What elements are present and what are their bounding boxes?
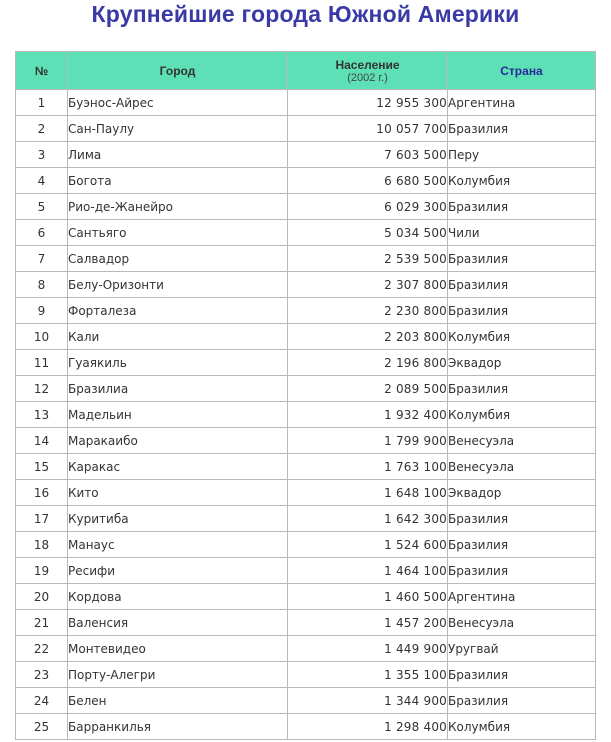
row-number: 2 <box>16 116 68 142</box>
table-row <box>16 246 596 272</box>
row-city: Куритиба <box>68 506 288 532</box>
row-population: 1 449 900 <box>288 636 448 662</box>
row-city: Белен <box>68 688 288 714</box>
table-row <box>16 90 596 116</box>
table-row <box>16 350 596 376</box>
row-city: Богота <box>68 168 288 194</box>
table-row <box>16 636 596 662</box>
row-country: Бразилия <box>448 506 596 532</box>
row-city: Форталеза <box>68 298 288 324</box>
row-country: Бразилия <box>448 662 596 688</box>
population-header-year: (2002 г.) <box>347 71 388 84</box>
row-city: Рио-де-Жанейро <box>68 194 288 220</box>
row-number: 5 <box>16 194 68 220</box>
row-city: Каракас <box>68 454 288 480</box>
row-country: Бразилия <box>448 194 596 220</box>
table-row <box>16 480 596 506</box>
row-country: Бразилия <box>448 272 596 298</box>
row-number: 21 <box>16 610 68 636</box>
row-population: 1 355 100 <box>288 662 448 688</box>
table-row <box>16 532 596 558</box>
row-population: 1 763 100 <box>288 454 448 480</box>
row-country: Эквадор <box>448 350 596 376</box>
cities-table <box>15 51 596 740</box>
row-number: 16 <box>16 480 68 506</box>
row-city: Ресифи <box>68 558 288 584</box>
row-country: Бразилия <box>448 298 596 324</box>
row-city: Валенсия <box>68 610 288 636</box>
row-city: Салвадор <box>68 246 288 272</box>
column-header-country: Страна <box>448 52 596 90</box>
column-header-city: Город <box>68 52 288 90</box>
row-country: Венесуэла <box>448 610 596 636</box>
row-population: 1 648 100 <box>288 480 448 506</box>
row-country: Чили <box>448 220 596 246</box>
row-population: 2 089 500 <box>288 376 448 402</box>
row-population: 1 642 300 <box>288 506 448 532</box>
row-number: 13 <box>16 402 68 428</box>
row-number: 19 <box>16 558 68 584</box>
row-population: 6 029 300 <box>288 194 448 220</box>
column-header-population <box>288 52 448 90</box>
row-city: Гуаякиль <box>68 350 288 376</box>
row-population: 1 932 400 <box>288 402 448 428</box>
row-number: 6 <box>16 220 68 246</box>
row-country: Бразилия <box>448 558 596 584</box>
row-city: Кордова <box>68 584 288 610</box>
row-number: 1 <box>16 90 68 116</box>
row-city: Сантьяго <box>68 220 288 246</box>
table-row <box>16 506 596 532</box>
row-population: 12 955 300 <box>288 90 448 116</box>
row-city: Маракаибо <box>68 428 288 454</box>
row-population: 2 307 800 <box>288 272 448 298</box>
table-row <box>16 428 596 454</box>
row-number: 22 <box>16 636 68 662</box>
row-country: Бразилия <box>448 116 596 142</box>
table-row <box>16 142 596 168</box>
page-title: Крупнейшие города Южной Америки <box>91 1 520 27</box>
table-row <box>16 324 596 350</box>
row-population: 2 230 800 <box>288 298 448 324</box>
table-row <box>16 454 596 480</box>
row-population: 6 680 500 <box>288 168 448 194</box>
row-country: Перу <box>448 142 596 168</box>
row-population: 1 799 900 <box>288 428 448 454</box>
row-city: Порту-Алегри <box>68 662 288 688</box>
row-city: Лима <box>68 142 288 168</box>
row-population: 7 603 500 <box>288 142 448 168</box>
row-population: 5 034 500 <box>288 220 448 246</box>
row-city: Бразилиа <box>68 376 288 402</box>
row-population: 1 457 200 <box>288 610 448 636</box>
row-country: Бразилия <box>448 688 596 714</box>
row-city: Кито <box>68 480 288 506</box>
row-country: Аргентина <box>448 90 596 116</box>
row-number: 25 <box>16 714 68 740</box>
table-row <box>16 610 596 636</box>
row-city: Буэнос-Айрес <box>68 90 288 116</box>
table-row <box>16 272 596 298</box>
row-number: 7 <box>16 246 68 272</box>
table-row <box>16 194 596 220</box>
row-population: 1 298 400 <box>288 714 448 740</box>
row-number: 4 <box>16 168 68 194</box>
row-country: Колумбия <box>448 714 596 740</box>
table-row <box>16 662 596 688</box>
row-city: Кали <box>68 324 288 350</box>
row-country: Бразилия <box>448 246 596 272</box>
table-row <box>16 584 596 610</box>
column-header-num: № <box>16 52 68 90</box>
row-country: Колумбия <box>448 402 596 428</box>
row-number: 23 <box>16 662 68 688</box>
table-row <box>16 116 596 142</box>
table-header-row <box>16 52 596 90</box>
row-number: 11 <box>16 350 68 376</box>
population-header-label: Население <box>335 57 400 72</box>
row-country: Бразилия <box>448 376 596 402</box>
row-city: Сан-Паулу <box>68 116 288 142</box>
row-population: 2 203 800 <box>288 324 448 350</box>
row-population: 2 539 500 <box>288 246 448 272</box>
row-city: Мадельин <box>68 402 288 428</box>
row-number: 24 <box>16 688 68 714</box>
row-country: Бразилия <box>448 532 596 558</box>
row-number: 14 <box>16 428 68 454</box>
row-country: Колумбия <box>448 324 596 350</box>
row-city: Манаус <box>68 532 288 558</box>
row-number: 17 <box>16 506 68 532</box>
row-country: Колумбия <box>448 168 596 194</box>
row-population: 1 460 500 <box>288 584 448 610</box>
row-number: 8 <box>16 272 68 298</box>
row-country: Уругвай <box>448 636 596 662</box>
row-number: 9 <box>16 298 68 324</box>
table-row <box>16 220 596 246</box>
row-population: 1 464 100 <box>288 558 448 584</box>
row-number: 3 <box>16 142 68 168</box>
row-number: 12 <box>16 376 68 402</box>
row-city: Белу-Оризонти <box>68 272 288 298</box>
row-number: 18 <box>16 532 68 558</box>
row-city: Монтевидео <box>68 636 288 662</box>
table-row <box>16 558 596 584</box>
row-number: 20 <box>16 584 68 610</box>
row-country: Аргентина <box>448 584 596 610</box>
row-number: 10 <box>16 324 68 350</box>
row-number: 15 <box>16 454 68 480</box>
row-country: Эквадор <box>448 480 596 506</box>
table-row <box>16 376 596 402</box>
row-population: 2 196 800 <box>288 350 448 376</box>
row-population: 1 524 600 <box>288 532 448 558</box>
table-row <box>16 298 596 324</box>
table-row <box>16 402 596 428</box>
table-row <box>16 688 596 714</box>
row-country: Венесуэла <box>448 428 596 454</box>
row-population: 1 344 900 <box>288 688 448 714</box>
row-country: Венесуэла <box>448 454 596 480</box>
table-row <box>16 168 596 194</box>
row-population: 10 057 700 <box>288 116 448 142</box>
row-city: Барранкилья <box>68 714 288 740</box>
table-row <box>16 714 596 740</box>
